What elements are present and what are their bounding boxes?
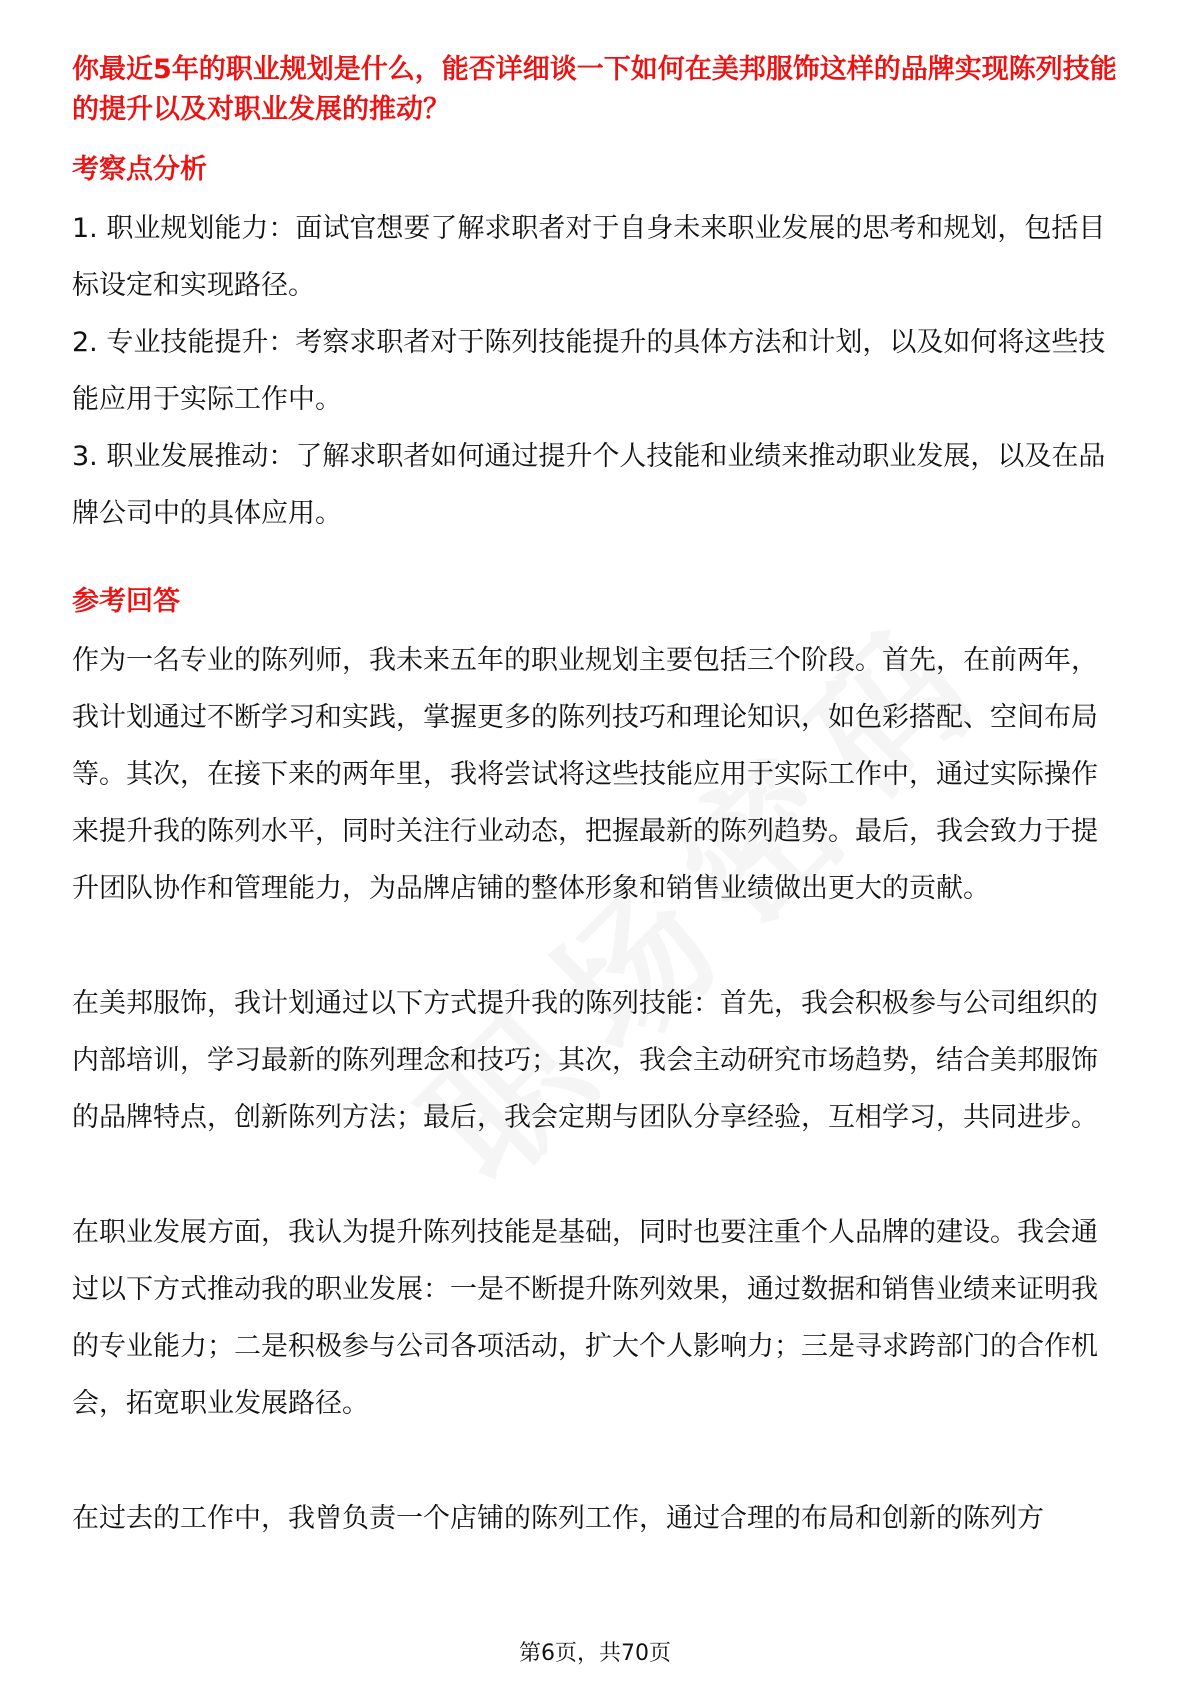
answer-body — [72, 632, 1118, 1547]
question-title: 你最近5年的职业规划是什么，能否详细谈一下如何在美邦服饰这样的品牌实现陈列技能的提升以及对职业发展的推动？ — [72, 54, 1117, 125]
page-number: 第6页，共70页 — [519, 1641, 671, 1666]
answer-heading: 参考回答 — [72, 586, 180, 617]
answer-paragraph: 作为一名专业的陈列师，我未来五年的职业规划主要包括三个阶段。首先，在前两年，我计划通过不断学习和实践，掌握更多的陈列技巧和理论知识，如色彩搭配、空间布局等。其次，在接下来的两年里，我将尝试将这些技能应用于实际工作中，通过实际操作来提升我的陈列水平，同时关注行业动态，把握最新的陈列趋势。最后，我会致力于提升团队协作和管理能力，为品牌店铺的整体形象和销售业绩做出更大的贡献。 — [72, 645, 1098, 904]
analysis-heading: 考察点分析 — [72, 154, 207, 185]
answer-paragraph: 在过去的工作中，我曾负责一个店铺的陈列工作，通过合理的布局和创新的陈列方 — [72, 1503, 1044, 1534]
answer-paragraph: 在职业发展方面，我认为提升陈列技能是基础，同时也要注重个人品牌的建设。我会通过以下方式推动我的职业发展：一是不断提升陈列效果，通过数据和销售业绩来证明我的专业能力；二是积极参与公司各项活动，扩大个人影响力；三是寻求跨部门的合作机会，拓宽职业发展路径。 — [72, 1217, 1098, 1419]
analysis-point: 3. 职业发展推动：了解求职者如何通过提升个人技能和业绩来推动职业发展，以及在品牌公司中的具体应用。 — [72, 441, 1106, 529]
analysis-point: 1. 职业规划能力：面试官想要了解求职者对于自身未来职业发展的思考和规划，包括目标设定和实现路径。 — [72, 213, 1106, 301]
analysis-points — [72, 200, 1118, 542]
answer-paragraph: 在美邦服饰，我计划通过以下方式提升我的陈列技能：首先，我会积极参与公司组织的内部培训，学习最新的陈列理念和技巧；其次，我会主动研究市场趋势，结合美邦服饰的品牌特点，创新陈列方法；最后，我会定期与团队分享经验，互相学习，共同进步。 — [72, 988, 1098, 1133]
analysis-point: 2. 专业技能提升：考察求职者对于陈列技能提升的具体方法和计划，以及如何将这些技能应用于实际工作中。 — [72, 327, 1106, 415]
document-body — [72, 50, 1118, 1547]
